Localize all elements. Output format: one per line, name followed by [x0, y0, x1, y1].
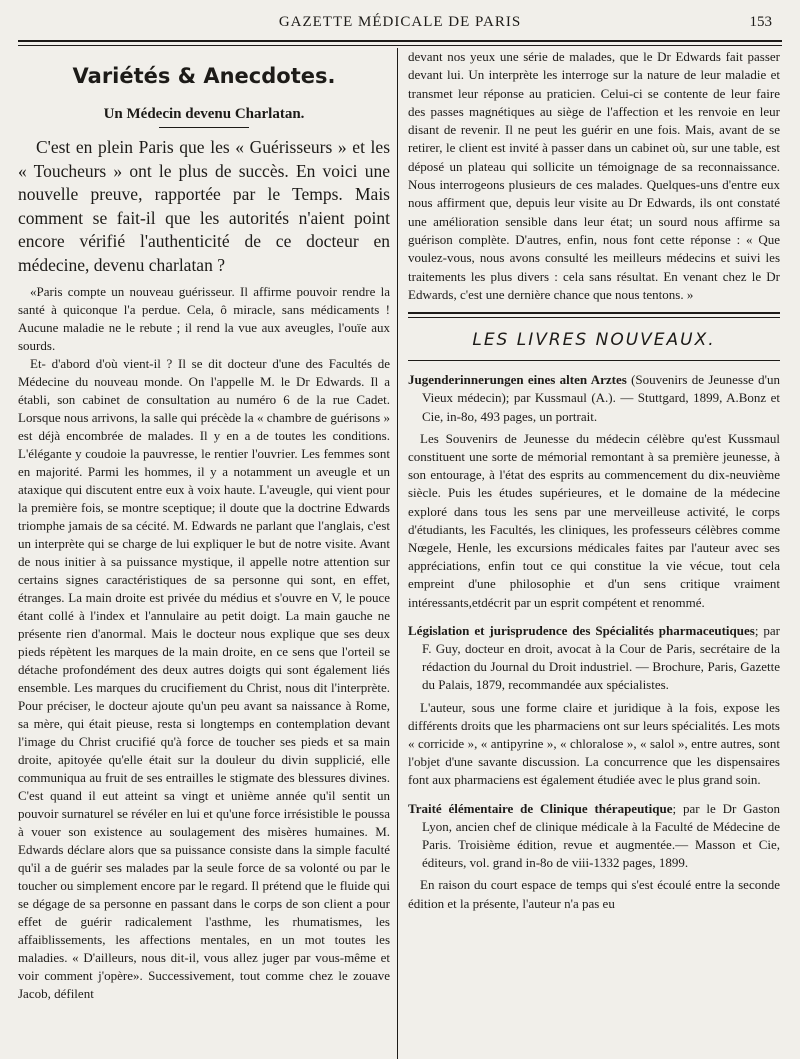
book-title: Jugenderinnerungen eines alten Arztes — [408, 372, 627, 388]
header-rule-thin — [18, 45, 782, 46]
left-column — [18, 48, 390, 1003]
book-entry-title — [408, 371, 780, 426]
book-title-details: (Souvenirs de Jeunesse d'un Vieux médecin); par Kussmaul (A.). — Stuttgard, 1899, A.Bonz et Cie, in-8o, 493 pages, un portrait. — [422, 372, 780, 424]
article-paragraph-1: «Paris compte un nouveau guérisseur. Il affirme pouvoir rendre la santé à quiconque l'a perdue. Cela, ô miracle, sans médicaments ! Aucune maladie ne le rebute ; il rend la vue aux aveugles, l'ouïe aux sourds. — [18, 284, 390, 353]
books-title-rule — [408, 360, 780, 361]
article-title-rule — [159, 127, 249, 128]
book-entry-title — [408, 622, 780, 695]
article-title: Un Médecin devenu Charlatan. — [103, 106, 305, 122]
right-column — [408, 48, 780, 913]
article-lead: C'est en plein Paris que les « Guérisseurs » et les « Toucheurs » ont le plus de succès. En voici une nouvelle preuve, rapportée par le Temps. Mais comment se fait-il que les autorités n'aient point encore vérifié l'authenticité de ce docteur en médecine, devenu charlatan ? — [18, 137, 390, 275]
header-rule-thick — [18, 40, 782, 42]
book-title-details: ; par F. Guy, docteur en droit, avocat à la Cour de Paris, secrétaire de la rédaction du Journal du Droit industriel. — Brochure, Paris, Gazette du Palais, 1879, recommandée aux spécialistes. — [422, 622, 780, 693]
article-paragraph-2: Et- d'abord d'où vient-il ? Il se dit docteur d'une des Facultés de Médecine du nouveau monde. On l'appelle M. le Dr Edwards. Il a établi, son cabinet de consultation au numéro 6 de la rue Cadet. Lorsque nous arrivons, la salle qui précède la « chambre de guérisons » est déjà encombrée de malades. Il y en a de toutes les conditions. L'élégante y coudoie la pauvresse, le rentier l'ouvrier. Les femmes sont en majorité. Parmi les hommes, il y a notamment un aveugle et un ataxique qui discutent entre eux à voix haute. L'aveugle, qui vient pour la première fois, se montre sceptique; il doute que la doctrine Edwards triomphe jamais de sa cécité. M. Edwards ne parlant que l'anglais, c'est un interprète qui se charge de lui expliquer le but de notre visite. Avant de nous initier à sa puissance mystique, il appelle notre attention sur certains signes caractéristiques de sa personne qui sont, en effet, étranges. La main droite est privée du médius et s'ouvre en V, le pouce étant collé à l'index et l'annulaire au petit doigt. La main gauche ne présente rien d'anormal. Mais le docteur nous explique que ses deux pieds répètent les marques de la main droite, en ce sens que l'orteil se détache profondément des deux autres doigts qui sont également liés ensemble. Les marques du crucifiement du Christ, nous dit l'interprète. Pour préciser, le docteur ajoute qu'un peu avant sa naissance à Rome, sa mère, qui était pieuse, resta si longtemps en contemplation devant l'image du Christ crucifié qu'à force de toucher ses pieds et sa main droite, apitoyée qu'elle était sur la douleur du divin supplicié, elle communiqua au fruit de ses entrailles le stigmate des blessures divines. C'est quand il eut atteint sa vingt et unième année qu'il sentit un pouvoir surnaturel se révéler en lui et qu'une force irrésistible le poussa à vouer son existence au soulagement des misères humaines. M. Edwards déclare alors que sa puissance consiste dans la simple faculté qu'il a de guérir ses malades par la seule force de sa volonté ou par le toucher ou simplement encore par le regard. Il prétend que le fluide qui se dégage de sa personne en passant dans le corps de son client a pour effet de guérir radicalement l'asthme, les rhumatismes, les affaiblissements, les affections mentales, en un mot toutes les maladies. « D'ailleurs, nous dit-il, vous allez juger par vous-même et voir comment j'opère». Successivement, tout comme chez le zouave Jacob, défilent — [18, 356, 390, 1001]
book-title-details: ; par le Dr Gaston Lyon, ancien chef de clinique médicale à la Faculté de Médecine de Paris. Troisième édition, revue et augmentée.— Masson et Cie, éditeurs, vol. grand in-8o de viii-1332 pages, 1899. — [422, 800, 780, 871]
book-title: Législation et jurisprudence des Spécialités pharmaceutiques — [408, 622, 755, 638]
book-review: L'auteur, sous une forme claire et juridique à la fois, expose les différents droits que les pharmaciens ont sur leurs spécialités. Les mots « corricide », « antipyrine », « chloralose », « salol », entre autres, sont l'objet d'une savante discussion. La concurrence que les dispensaires font aux pharmaciens est également étudiée avec le plus grand soin. — [408, 699, 780, 788]
book-review: Les Souvenirs de Jeunesse du médecin célèbre qu'est Kussmaul constituent une sorte de mémorial remontant à sa première jeunesse, à son entourage, à l'état des esprits au commencement du dix-neuvième siècle. Puis les études supérieures, et le domaine de la médecine exploré dans tous les sens par une merveilleuse activité, le corps d'étudiants, les Facultés, les cliniques, les professeurs célèbres comme Nœgele, Henle, les excursions médicales faites par l'auteur avec ses appréciations, enfin tout ce qui constitue la vie vécue, tout cela empreint d'une philosophie et d'un sens critique vraiment intéressants,etdécrit par un esprit compétent et renommé. — [408, 430, 780, 610]
journal-title: GAZETTE MÉDICALE DE PARIS — [278, 14, 522, 30]
column-divider — [397, 48, 398, 1059]
book-title: Traité élémentaire de Clinique thérapeutique — [408, 800, 673, 816]
section-rule-thin — [408, 317, 780, 318]
section-title: Variétés & Anecdotes. — [72, 64, 336, 88]
page-header — [18, 14, 782, 36]
books-section-title: LES LIVRES NOUVEAUX. — [472, 330, 716, 351]
section-rule-thick — [408, 312, 780, 314]
page-number: 153 — [749, 14, 772, 30]
book-review: En raison du court espace de temps qui s'est écoulé entre la seconde édition et la présente, l'auteur n'a pas eu — [408, 877, 780, 911]
article-continuation: devant nos yeux une série de malades, que le Dr Edwards fait passer devant lui. Un interprète les interroge sur la nature de leur maladie et transmet leur réponse au praticien. Celui-ci se contente de leur faire des passes magnétiques au siège de l'affection et les renvoie en leur disant de revenir. Il ne peut les guérir en une fois. Mais, avant de se retirer, le client est invité à passer dans un cabinet où, sur une table, est déposé un plateau qui sollicite un témoignage de sa reconnaissance. Nous interrogeons plusieurs de ces malades. Quelques-uns d'entre eux nous affirment que, depuis leur visite au Dr Edwards, ils ont constaté une amélioration sensible dans leur état; un sourd nous affirme sa guérison complète. D'autres, enfin, nous font cette réponse : « Que voulez-vous, nous avons consulté les meilleurs médecins et suivi les traitements les plus divers : cela sans résultat. En venant chez le Dr Edwards, c'est une dernière chance que nous tentons. » — [408, 49, 780, 302]
book-entry-title — [408, 800, 780, 873]
